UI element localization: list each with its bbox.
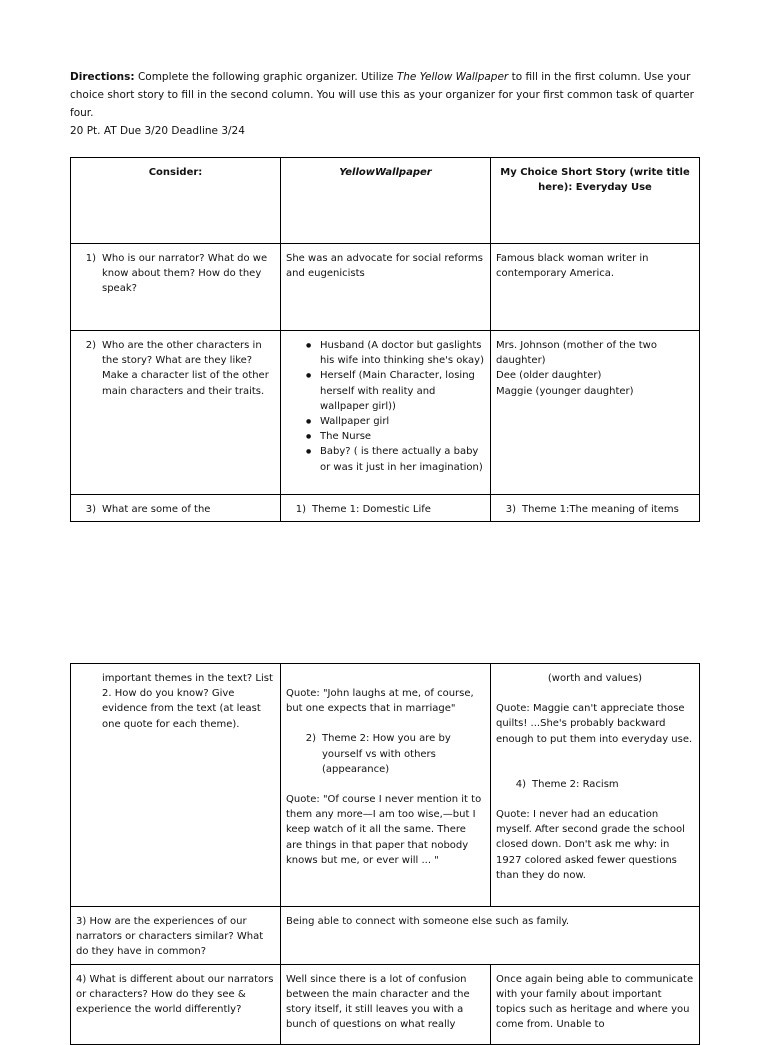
shared-answer-cell: Being able to connect with someone else such as family.	[281, 907, 700, 965]
question-text: What are some of the	[102, 504, 211, 515]
list-item: Mrs. Johnson (mother of the two daughter)	[496, 340, 657, 367]
quote-text: Quote: Maggie can't appreciate those quilts! ...She's probably backward enough to put them into everyday use.	[496, 703, 693, 745]
header-row	[71, 158, 700, 244]
graphic-organizer-page1	[70, 157, 700, 522]
yw-answer-cell: Well since there is a lot of confusion between the main character and the story itself, it still leaves you with a bunch of questions on what really	[281, 964, 491, 1044]
theme-text: Theme 1:The meaning of items	[522, 504, 679, 515]
theme-text: Theme 2: Racism	[532, 778, 619, 790]
table-row	[71, 907, 700, 965]
theme-text: Theme 1: Domestic Life	[312, 504, 431, 515]
list-item: ● Wallpaper girl	[320, 414, 485, 429]
theme-number: 3)	[505, 504, 516, 515]
list-item: Maggie (younger daughter)	[496, 385, 634, 397]
list-item: ● The Nurse	[320, 429, 485, 444]
character-list	[286, 338, 485, 475]
yw-answer-cell	[281, 331, 491, 495]
question-text: important themes in the text? List 2. How do you know? Give evidence from the text (at least one quote for each theme).	[102, 673, 273, 730]
question-number: 1)	[85, 253, 96, 264]
directions-text-2: to fill in the first column. Use your choice short story to fill in the second column. You will use this as your organizer for your first common task of quarter four.	[70, 71, 694, 119]
question-cell	[71, 664, 281, 907]
theme-number: 1)	[295, 504, 306, 515]
directions-text-1: Complete the following graphic organizer. Utilize	[134, 71, 397, 83]
eu-answer-cell	[491, 331, 700, 495]
theme-text: (worth and values)	[547, 673, 643, 684]
quote-text: Quote: I never had an education myself. After second grade the school closed down. Don't ask me why: in 1927 colored asked fewer questions than they do now.	[496, 809, 685, 881]
directions	[70, 68, 710, 140]
theme-number: 2)	[305, 733, 316, 745]
list-item: ● Baby? ( is there actually a baby or was it just in her imagination)	[320, 444, 485, 474]
quote-text: Quote: "Of course I never mention it to them any more—I am too wise,—but I keep watch of it all the same. There are things in that paper that nobody knows but me, or ever will ... "	[286, 794, 482, 866]
header-yellow-wallpaper: YellowWallpaper	[281, 158, 491, 244]
yw-answer-cell: She was an advocate for social reforms and eugenicists	[281, 244, 491, 331]
header-choice-story: My Choice Short Story (write title here): Everyday Use	[491, 158, 700, 244]
question-cell: 4) What is different about our narrators or characters? How do they see & experience the world differently?	[71, 964, 281, 1044]
theme-number: 4)	[515, 778, 526, 790]
yw-answer-cell	[281, 495, 491, 522]
list-item: Dee (older daughter)	[496, 370, 602, 382]
graphic-organizer-page2	[70, 663, 700, 1045]
list-item: ● Husband (A doctor but gaslights his wife into thinking she's okay)	[320, 338, 485, 368]
question-text: Who are the other characters in the story? What are they like? Make a character list of the other main characters and their traits.	[102, 340, 269, 397]
header-consider: Consider:	[71, 158, 281, 244]
eu-answer-cell	[491, 495, 700, 522]
question-number: 2)	[85, 340, 96, 351]
question-cell	[71, 495, 281, 522]
eu-answer-cell: Famous black woman writer in contemporary America.	[491, 244, 700, 331]
table-row	[71, 964, 700, 1044]
quote-text: Quote: "John laughs at me, of course, but one expects that in marriage"	[286, 688, 474, 715]
question-number: 3)	[85, 504, 96, 515]
table-row	[71, 495, 700, 522]
eu-answer-cell: Once again being able to communicate with your family about important topics such as heritage and where you come from. Unable to	[491, 964, 700, 1044]
list-item: ● Herself (Main Character, losing herself with reality and wallpaper girl))	[320, 368, 485, 414]
book-title: The Yellow Wallpaper	[396, 71, 509, 83]
eu-answer-cell	[491, 664, 700, 907]
question-text: Who is our narrator? What do we know about them? How do they speak?	[102, 253, 268, 295]
theme-text: Theme 2: How you are by yourself vs with others (appearance)	[322, 733, 451, 775]
table-row	[71, 244, 700, 331]
table-row	[71, 331, 700, 495]
table-row	[71, 664, 700, 907]
due-dates: 20 Pt. AT Due 3/20 Deadline 3/24	[70, 125, 245, 137]
question-cell: 3) How are the experiences of our narrators or characters similar? What do they have in common?	[71, 907, 281, 965]
yw-answer-cell	[281, 664, 491, 907]
question-cell	[71, 244, 281, 331]
question-cell	[71, 331, 281, 495]
directions-label: Directions:	[70, 71, 135, 83]
